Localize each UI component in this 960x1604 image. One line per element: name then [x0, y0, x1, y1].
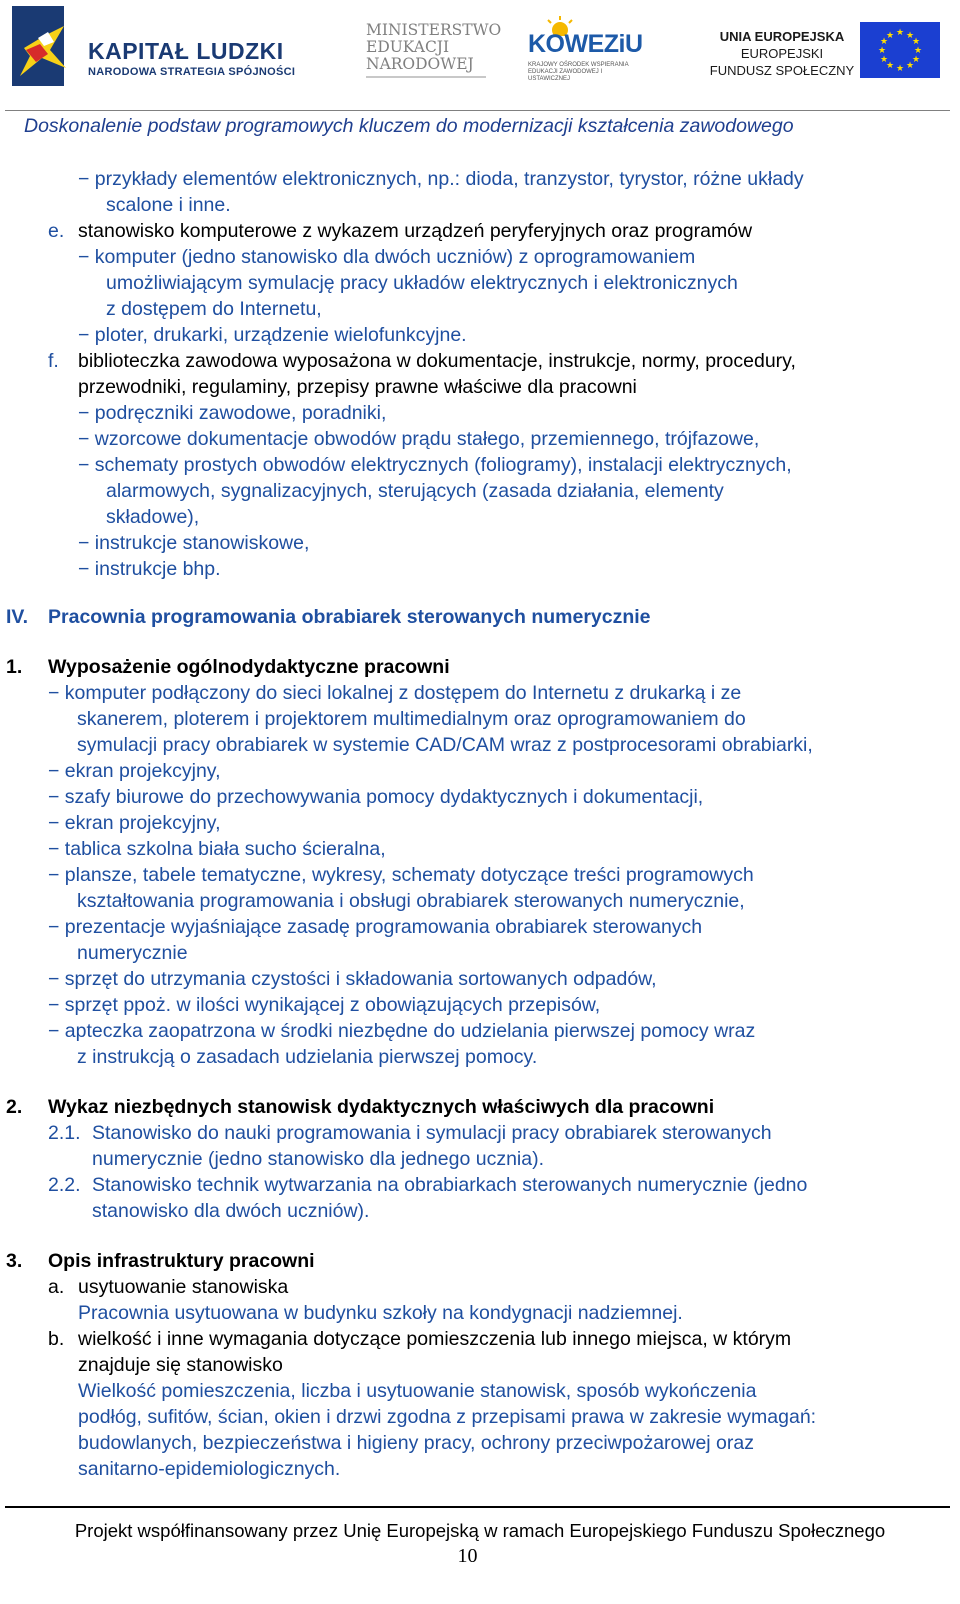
numbered-marker: 2.1.: [48, 1122, 81, 1144]
list-item-cont: kształtowania programowania i obsługi obrabiarek sterowanych numerycznie,: [77, 890, 745, 912]
list-item: − ploter, drukarki, urządzenie wielofunkcyjne.: [78, 324, 467, 346]
numbered-marker: 2.2.: [48, 1174, 81, 1196]
list-item: − ekran projekcyjny,: [48, 760, 221, 782]
svg-text:★: ★: [879, 37, 889, 47]
list-item: − schematy prostych obwodów elektrycznych (foliogramy), instalacji elektrycznych,: [78, 454, 792, 476]
list-item: − instrukcje bhp.: [78, 558, 221, 580]
section-title: Pracownia programowania obrabiarek sterowanych numerycznie: [48, 606, 651, 628]
list-item-cont: skanerem, ploterem i projektorem multimedialnym oraz oprogramowaniem do: [77, 708, 746, 730]
item-marker: f.: [48, 350, 59, 372]
kapital-ludzki-star-icon: [4, 6, 84, 86]
svg-text:★: ★: [879, 55, 889, 65]
header-divider: [5, 110, 950, 111]
men-line2: EDUKACJI: [366, 38, 450, 56]
svg-text:★: ★: [905, 61, 915, 71]
kapital-ludzki-title: KAPITAŁ LUDZKI: [88, 38, 284, 64]
item-text: podłóg, sufitów, ścian, okien i drzwi zgodna z przepisami prawa w zakresie wymagań:: [78, 1406, 817, 1428]
subsection-marker: 3.: [6, 1250, 23, 1272]
list-item: − ekran projekcyjny,: [48, 812, 221, 834]
item-heading-cont: znajduje się stanowisko: [78, 1354, 283, 1376]
ue-line3: FUNDUSZ SPOŁECZNY: [709, 63, 855, 78]
list-item: − prezentacje wyjaśniające zasadę programowania obrabiarek sterowanych: [48, 916, 703, 938]
ue-line1: UNIA EUROPEJSKA: [719, 29, 845, 44]
koweziu-subtitle: KRAJOWY OŚRODEK WSPIERANIA EDUKACJI ZAWODOWEJ I USTAWICZNEJ: [528, 62, 629, 82]
page-number: 10: [457, 1545, 478, 1567]
subsection-marker: 1.: [6, 656, 23, 678]
eu-flag-icon: [860, 22, 940, 78]
list-item-cont: scalone i inne.: [106, 194, 231, 216]
numbered-item: Stanowisko do nauki programowania i symulacji pracy obrabiarek sterowanych: [92, 1122, 772, 1144]
list-item: − apteczka zaopatrzona w środki niezbędne do udzielania pierwszej pomocy wraz: [48, 1020, 756, 1042]
subsection-title: Wykaz niezbędnych stanowisk dydaktycznych właściwych dla pracowni: [48, 1096, 715, 1118]
svg-text:★: ★: [905, 31, 915, 41]
item-heading-cont: przewodniki, regulaminy, przepisy prawne właściwe dla pracowni: [78, 376, 637, 398]
item-text: Wielkość pomieszczenia, liczba i usytuowanie stanowisk, sposób wykończenia: [78, 1380, 757, 1402]
item-marker: b.: [48, 1328, 65, 1350]
item-marker: a.: [48, 1276, 65, 1298]
koweziu-title: KOWEZiU: [528, 30, 643, 58]
section-marker: IV.: [6, 606, 29, 628]
subsection-title: Opis infrastruktury pracowni: [48, 1250, 315, 1272]
footer-divider: [5, 1506, 950, 1508]
numbered-item: Stanowisko technik wytwarzania na obrabiarkach sterowanych numerycznie (jedno: [92, 1174, 808, 1196]
list-item-cont: z dostępem do Internetu,: [106, 298, 322, 320]
list-item: − plansze, tabele tematyczne, wykresy, schematy dotyczące treści programowych: [48, 864, 754, 886]
numbered-item-cont: numerycznie (jedno stanowisko dla jednego ucznia).: [92, 1148, 545, 1170]
svg-text:★: ★: [913, 46, 923, 56]
svg-text:★: ★: [885, 61, 895, 71]
item-marker: e.: [48, 220, 65, 242]
item-text: sanitarno-epidemiologicznych.: [78, 1458, 341, 1480]
svg-text:★: ★: [885, 31, 895, 41]
logo-kapital-ludzki: [0, 0, 310, 100]
subsection-marker: 2.: [6, 1096, 23, 1118]
list-item: − szafy biurowe do przechowywania pomocy dydaktycznych i dokumentacji,: [48, 786, 704, 808]
item-text: budowlanych, bezpieczeństwa i higieny pracy, ochrony przeciwpożarowej oraz: [78, 1432, 754, 1454]
men-line1: MINISTERSTWO: [366, 21, 502, 39]
footer-text: Projekt współfinansowany przez Unię Europejską w ramach Europejskiego Funduszu Społecznego: [74, 1520, 886, 1541]
header-title: Doskonalenie podstaw programowych kluczem do modernizacji kształcenia zawodowego: [24, 115, 794, 137]
list-item: − sprzęt ppoż. w ilości wynikającej z obowiązujących przepisów,: [48, 994, 601, 1016]
list-item: − komputer (jedno stanowisko dla dwóch uczniów) z oprogramowaniem: [78, 246, 696, 268]
item-text: Pracownia usytuowana w budynku szkoły na kondygnacji nadziemnej.: [78, 1302, 683, 1324]
svg-text:★: ★: [877, 46, 887, 56]
subsection-title: Wyposażenie ogólnodydaktyczne pracowni: [48, 656, 450, 678]
list-item: − przykłady elementów elektronicznych, np.: dioda, tranzystor, tyrystor, różne układy: [78, 168, 804, 190]
list-item-cont: numerycznie: [77, 942, 188, 964]
svg-text:★: ★: [911, 55, 921, 65]
numbered-item-cont: stanowisko dla dwóch uczniów).: [92, 1200, 370, 1222]
list-item: − komputer podłączony do sieci lokalnej z dostępem do Internetu z drukarką i ze: [48, 682, 742, 704]
men-line3: NARODOWEJ: [366, 55, 474, 73]
list-item: − podręczniki zawodowe, poradniki,: [78, 402, 387, 424]
list-item-cont: alarmowych, sygnalizacyjnych, sterujących (zasada działania, elementy: [106, 480, 724, 502]
list-item: − tablica szkolna biała sucho ścieralna,: [48, 838, 386, 860]
item-heading: stanowisko komputerowe z wykazem urządzeń peryferyjnych oraz programów: [78, 220, 753, 242]
list-item: − wzorcowe dokumentacje obwodów prądu stałego, przemiennego, trójfazowe,: [78, 428, 760, 450]
ue-line2: EUROPEJSKI: [740, 46, 824, 61]
list-item-cont: umożliwiającym symulację pracy układów elektrycznych i elektronicznych: [106, 272, 738, 294]
svg-text:★: ★: [895, 28, 905, 38]
list-item: − instrukcje stanowiskowe,: [78, 532, 310, 554]
item-heading: wielkość i inne wymagania dotyczące pomieszczenia lub innego miejsca, w którym: [78, 1328, 792, 1350]
svg-text:★: ★: [911, 37, 921, 47]
svg-text:★: ★: [895, 64, 905, 74]
list-item-cont: składowe),: [106, 506, 200, 528]
item-heading: biblioteczka zawodowa wyposażona w dokumentacje, instrukcje, normy, procedury,: [78, 350, 796, 372]
list-item: − sprzęt do utrzymania czystości i składowania sortowanych odpadów,: [48, 968, 657, 990]
men-underline: [366, 76, 486, 78]
kapital-ludzki-subtitle: NARODOWA STRATEGIA SPÓJNOŚCI: [88, 66, 296, 78]
list-item-cont: z instrukcją o zasadach udzielania pierwszej pomocy.: [77, 1046, 538, 1068]
list-item-cont: symulacji pracy obrabiarek w systemie CAD/CAM wraz z postprocesorami obrabiarki,: [77, 734, 813, 756]
item-heading: usytuowanie stanowiska: [78, 1276, 289, 1298]
